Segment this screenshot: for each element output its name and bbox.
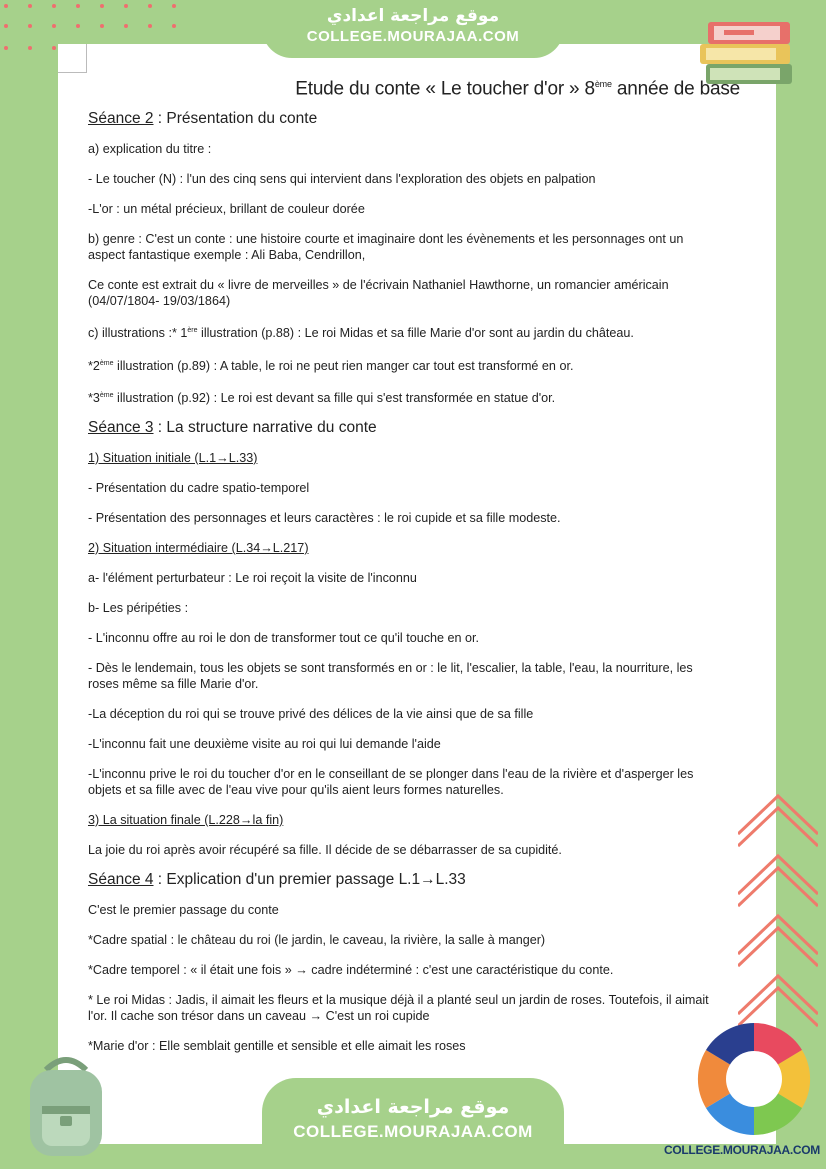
illustration-1-sup: ère xyxy=(187,327,198,335)
section-2-title: : Présentation du conte xyxy=(153,110,318,128)
paragraph: a- l'élément perturbateur : Le roi reçoit la visite de l'inconnu xyxy=(88,570,417,585)
paragraph: -L'or : un métal précieux, brillant de couleur dorée xyxy=(88,202,365,217)
illustration-2 xyxy=(88,356,718,374)
title-main: Etude du conte « Le toucher d'or » 8 xyxy=(295,78,595,100)
paragraph: -L'inconnu prive le roi du toucher d'or en le conseillant de se plonger dans l'eau de la rivière et d'asperger les objets et sa fille avec de l'eau vive pour qu'ils aient leurs formes naturelles. xyxy=(88,766,694,797)
section-2-label: Séance 2 xyxy=(88,110,154,128)
top-banner[interactable] xyxy=(262,0,564,58)
subjects-wheel-icon xyxy=(694,1020,814,1138)
document-title xyxy=(88,76,740,100)
section-4-label: Séance 4 xyxy=(88,870,154,888)
title-explanation-heading: a) explication du titre : xyxy=(88,142,212,157)
section-3-heading xyxy=(88,420,718,436)
illustration-1-text: illustration (p.88) : Le roi Midas et sa fille Marie d'or sont au jardin du château. xyxy=(197,326,634,341)
initial-situation-heading: 1) Situation initiale (L.1→L.33) xyxy=(88,450,258,465)
section-3-label: Séance 3 xyxy=(88,418,154,436)
section-2-heading xyxy=(88,111,718,127)
illustration-1 xyxy=(88,323,718,341)
paragraph: - Présentation des personnages et leurs caractères : le roi cupide et sa fille modeste. xyxy=(88,510,561,525)
section-4-heading xyxy=(88,872,718,888)
paragraph: *Cadre spatial : le château du roi (le jardin, le caveau, la rivière, la salle à manger) xyxy=(88,932,546,947)
illustration-2-sup: ème xyxy=(99,359,114,367)
section-3-title: : La structure narrative du conte xyxy=(153,418,377,436)
wheel-site-label[interactable]: COLLEGE.MOURAJAA.COM xyxy=(664,1143,821,1157)
final-situation-heading: 3) La situation finale (L.228→la fin) xyxy=(88,812,284,827)
bottom-banner-url[interactable]: COLLEGE.MOURAJAA.COM xyxy=(293,1122,533,1141)
illustration-1-number: :* 1 xyxy=(164,326,188,341)
corner-mark xyxy=(58,44,87,73)
paragraph: -La déception du roi qui se trouve privé des délices de la vie ainsi que de sa fille xyxy=(88,706,534,721)
paragraph: La joie du roi après avoir récupéré sa fille. Il décide de se débarrasser de sa cupidité. xyxy=(88,842,562,857)
illustration-3-text: illustration (p.92) : Le roi est devant sa fille qui s'est transformée en statue d'or. xyxy=(113,390,556,405)
illustration-2-text: illustration (p.89) : A table, le roi ne peut rien manger car tout est transformé en or. xyxy=(113,358,574,373)
backpack-icon xyxy=(16,1050,116,1160)
illustration-3-sup: ème xyxy=(99,391,114,399)
paragraph: Ce conte est extrait du « livre de merveilles » de l'écrivain Nathaniel Hawthorne, un romancier américain (04/07/1804- 19/03/1864) xyxy=(88,278,669,309)
document-content xyxy=(88,68,740,1068)
intermediate-situation-heading: 2) Situation intermédiaire (L.34→L.217) xyxy=(88,540,309,555)
title-sup: ème xyxy=(594,79,612,89)
bottom-banner[interactable] xyxy=(262,1078,564,1169)
paragraph: -L'inconnu fait une deuxième visite au roi qui lui demande l'aide xyxy=(88,736,441,751)
top-banner-url[interactable]: COLLEGE.MOURAJAA.COM xyxy=(306,28,520,45)
paragraph: - Dès le lendemain, tous les objets se sont transformés en or : le lit, l'escalier, la table, l'eau, la nourriture, les roses même sa fille Marie d'or. xyxy=(88,660,693,691)
title-end: année de base xyxy=(611,78,740,100)
illustration-3 xyxy=(88,388,718,406)
paragraph: - Le toucher (N) : l'un des cinq sens qui intervient dans l'exploration des objets en palpation xyxy=(88,172,596,187)
illustrations-heading: c) illustrations xyxy=(88,326,165,341)
paragraph: * Le roi Midas : Jadis, il aimait les fleurs et la musique déjà il a planté seul un jardin de roses. Toutefois, il aimait l'or. Il cache son trésor dans un caveau → C'est un roi cupide xyxy=(88,992,709,1023)
bottom-banner-arabic: موقع مراجعة اعدادي xyxy=(316,1096,510,1118)
paragraph: b- Les péripéties : xyxy=(88,600,189,615)
illustration-2-number: *2 xyxy=(88,358,100,373)
illustration-3-number: *3 xyxy=(88,390,100,405)
genre-text: : C'est un conte : une histoire courte et imaginaire dont les évènements et les personnages ont un aspect fantastique exemple : Ali Baba, Cendrillon, xyxy=(88,232,684,263)
genre-paragraph xyxy=(88,231,718,263)
section-4-title: : Explication d'un premier passage L.1→L.33 xyxy=(153,870,466,888)
paragraph: *Cadre temporel : « il était une fois » → cadre indéterminé : c'est une caractéristique du conte. xyxy=(88,962,614,977)
top-banner-arabic: موقع مراجعة اعدادي xyxy=(326,6,500,26)
paragraph: *Marie d'or : Elle semblait gentille et sensible et elle aimait les roses xyxy=(88,1038,466,1053)
paragraph: C'est le premier passage du conte xyxy=(88,902,279,917)
paragraph: - Présentation du cadre spatio-temporel xyxy=(88,480,310,495)
genre-heading: b) genre xyxy=(88,232,135,247)
paragraph: - L'inconnu offre au roi le don de transformer tout ce qu'il touche en or. xyxy=(88,630,480,645)
chevron-up-icon xyxy=(738,792,818,1042)
